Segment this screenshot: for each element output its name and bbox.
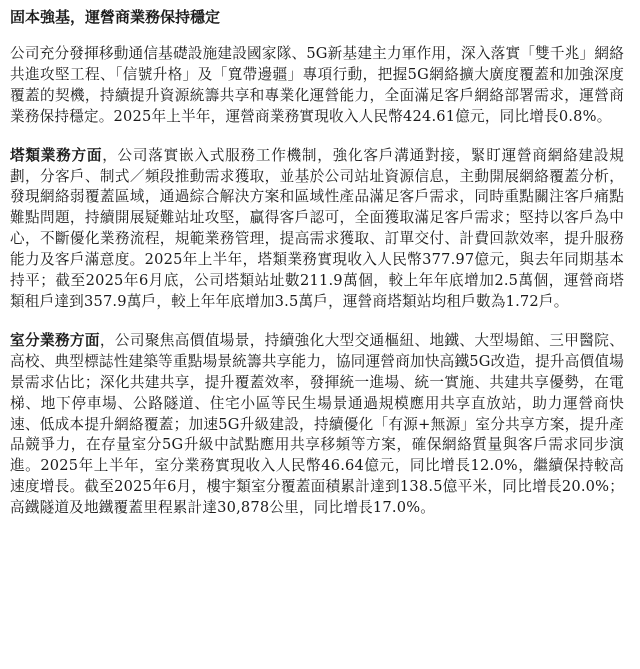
section-heading: 固本強基，運營商業務保持穩定	[10, 8, 221, 26]
paragraph-text: ，公司聚焦高價值場景，持續強化大型交通樞紐、地鐵、大型場館、三甲醫院、高校、典型標誌性建築等重點場景統籌共享能力，協同運營商加快高鐵5G改造，提升高價值場景需求佔比；深化共建共享，提升覆蓋效率，發揮統一進場、統一實施、共建共享優勢，在電梯、地下停車場、公路隧道、住宅小區等民生場景通過規模應用共享直放站，助力運營商快速、低成本提升網絡覆蓋；加速5G升級建設，持續優化「有源+無源」室分共享方案，提升產品競爭力，在存量室分5G升級中試點應用共享移頻等方案，確保網絡質量與客戶需求同步演進。2025年上半年，室分業務實現收入人民幣46.64億元，同比增長12.0%，繼續保持較高速度增長。截至2025年6月，樓宇類室分覆蓋面積累計達到138.5億平米，同比增長20.0%；高鐵隧道及地鐵覆蓋里程累計達30,878公里，同比增長17.0%。	[10, 331, 624, 517]
paragraph-text: 公司充分發揮移動通信基礎設施建設國家隊、5G新基建主力軍作用，深入落實「雙千兆」網絡共進攻堅工程、「信號升格」及「寬帶邊疆」專項行動，把握5G網絡擴大廣度覆蓋和加強深度覆蓋的契機，持續提升資源統籌共享和專業化運營能力，全面滿足客戶網絡部署需求，運營商業務保持穩定。2025年上半年，運營商業務實現收入人民幣424.61億元，同比增長0.8%。	[10, 45, 624, 125]
paragraph-text: ，公司落實嵌入式服務工作機制，強化客戶溝通對接，緊盯運營商網絡建設規劃，分客戶、制式／頻段推動需求獲取，並基於公司站址資源信息，主動開展網絡覆蓋分析，發現網絡弱覆蓋區域，通過綜合解決方案和區域性產品滿足客戶需求，同時重點關注客戶痛點難點問題，持續開展疑難站址攻堅，贏得客戶認可，全面獲取滿足客戶需求；堅持以客戶為中心，不斷優化業務流程，規範業務管理，提高需求獲取、訂單交付、計費回款效率，提升服務能力及客戶滿意度。2025年上半年，塔類業務實現收入人民幣377.97億元，與去年同期基本持平；截至2025年6月底，公司塔類站址數211.9萬個，較上年年底增加2.5萬個，運營商塔類租戶達到357.9萬戶，較上年年底增加3.5萬戶，運營商塔類站均租戶數為1.72戶。	[10, 146, 624, 310]
paragraph-tower-business	[10, 146, 624, 313]
paragraph-operator-business	[10, 44, 624, 128]
paragraph-indoor-business	[10, 331, 624, 519]
paragraph-lead-indoor: 室分業務方面	[10, 331, 100, 349]
paragraph-lead-tower: 塔類業務方面	[10, 146, 103, 164]
